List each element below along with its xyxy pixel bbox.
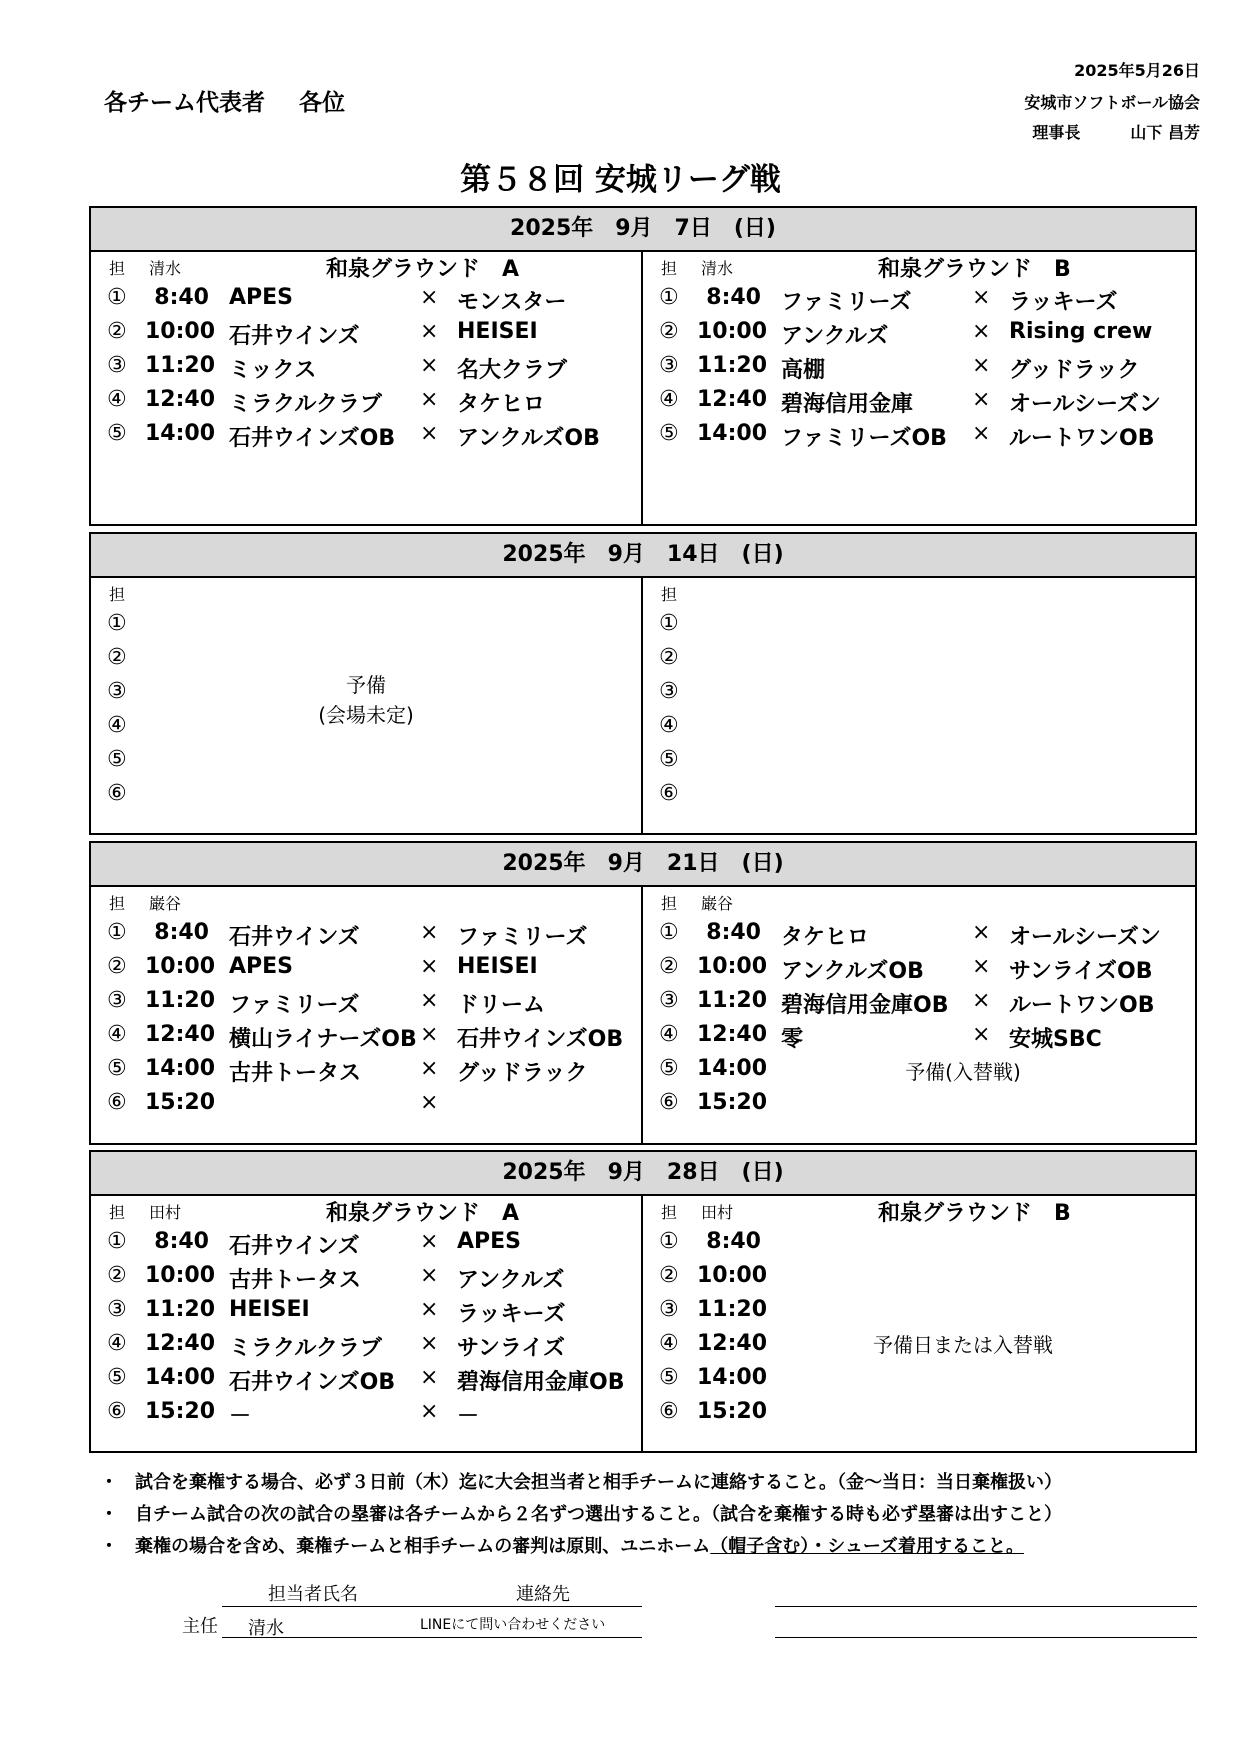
referee-label: 担 [661, 585, 678, 604]
match-number: ⑥ [107, 1090, 127, 1115]
match-row [659, 1263, 1189, 1297]
note-item [100, 1532, 1220, 1564]
away-team: 石井ウインズOB [457, 1027, 624, 1052]
match-number: ④ [659, 1331, 679, 1356]
match-time: 12:40 [145, 387, 216, 412]
match-number: ③ [659, 679, 679, 704]
versus-mark: × [972, 387, 991, 412]
home-team: 零 [781, 1027, 804, 1052]
match-number: ③ [659, 353, 679, 378]
match-row [107, 1365, 637, 1399]
match-time: 14:00 [697, 1365, 768, 1390]
addressee-suffix: 各位 [299, 90, 345, 116]
referee-name: 巌谷 [149, 894, 182, 913]
versus-mark: × [420, 387, 439, 412]
away-team: アンクルズOB [457, 426, 600, 451]
reserve-note-line: (会場未定) [318, 703, 414, 727]
referee-in-charge [661, 1200, 733, 1223]
home-team: アンクルズOB [781, 959, 924, 984]
home-team: 石井ウインズOB [229, 426, 396, 451]
home-team: 石井ウインズOB [229, 1370, 396, 1395]
match-time: 11:20 [145, 1297, 216, 1322]
match-row [107, 353, 637, 387]
match-time: 8:40 [706, 920, 761, 945]
match-number: ⑤ [107, 1056, 127, 1081]
match-number: ③ [107, 353, 127, 378]
home-team: － [229, 1404, 252, 1429]
block-date: 2025年 9月 7日 (日) [91, 208, 1195, 252]
reserve-note [833, 1330, 1093, 1360]
home-team: 石井ウインズ [229, 1234, 360, 1259]
contact-person: 清水 [248, 1618, 284, 1639]
home-team: 高棚 [781, 358, 826, 383]
versus-mark: × [972, 319, 991, 344]
home-team: ミラクルクラブ [229, 1336, 382, 1361]
document-title: 第５８回 安城リーグ戦 [460, 162, 781, 198]
match-number: ① [659, 285, 679, 310]
versus-mark: × [972, 285, 991, 310]
contact-method: LINEにて問い合わせください [420, 1617, 606, 1633]
ground-name: 和泉グラウンド B [878, 257, 1071, 282]
block-date: 2025年 9月 28日 (日) [91, 1152, 1195, 1196]
schedule-block [89, 206, 1197, 526]
match-time: 15:20 [697, 1399, 768, 1424]
bullet: ・ [100, 1504, 118, 1525]
match-row [659, 1365, 1189, 1399]
match-number: ⑤ [659, 1056, 679, 1081]
match-number: ① [659, 611, 679, 636]
match-number: ④ [107, 1022, 127, 1047]
organization: 安城市ソフトボール協会 [1024, 93, 1200, 112]
bullet: ・ [100, 1536, 118, 1557]
match-number: ④ [107, 713, 127, 738]
match-list [659, 920, 1189, 1124]
match-number: ③ [107, 988, 127, 1013]
ground-column-left [91, 250, 643, 524]
match-row [107, 1090, 637, 1124]
referee-label: 担 [109, 1203, 126, 1222]
match-time: 12:40 [697, 387, 768, 412]
referee-label: 担 [109, 259, 126, 278]
signature-line [222, 1606, 642, 1607]
match-row [659, 679, 1189, 713]
match-number: ⑥ [107, 1399, 127, 1424]
match-number: ⑥ [659, 1090, 679, 1115]
match-time: 11:20 [145, 988, 216, 1013]
versus-mark: × [420, 1229, 439, 1254]
referee-label: 担 [109, 894, 126, 913]
versus-mark: × [972, 954, 991, 979]
match-row [659, 920, 1189, 954]
home-team: 石井ウインズ [229, 324, 360, 349]
match-row [659, 781, 1189, 815]
match-row [659, 713, 1189, 747]
match-time: 11:20 [697, 988, 768, 1013]
versus-mark: × [420, 353, 439, 378]
match-time: 10:00 [697, 1263, 768, 1288]
match-time: 8:40 [706, 1229, 761, 1254]
match-row [659, 387, 1189, 421]
match-row [659, 1399, 1189, 1433]
match-number: ① [107, 920, 127, 945]
referee-in-charge [109, 891, 181, 914]
home-team: ファミリーズ [781, 290, 912, 315]
block-columns [91, 1194, 1195, 1451]
match-time: 15:20 [145, 1090, 216, 1115]
versus-mark: × [420, 1056, 439, 1081]
match-number: ⑥ [659, 1399, 679, 1424]
referee-label: 担 [661, 259, 678, 278]
reserve-note [241, 670, 491, 730]
home-team: ミラクルクラブ [229, 392, 382, 417]
home-team: 碧海信用金庫OB [781, 993, 949, 1018]
match-time: 12:40 [145, 1331, 216, 1356]
away-team: オールシーズン [1009, 392, 1161, 417]
referee-in-charge [661, 582, 701, 605]
match-number: ⑤ [659, 1365, 679, 1390]
match-row [107, 319, 637, 353]
match-row [659, 1022, 1189, 1056]
signature-line [222, 1637, 642, 1638]
home-team: APES [229, 954, 294, 979]
match-row [107, 1297, 637, 1331]
match-number: ② [659, 954, 679, 979]
match-time: 15:20 [145, 1399, 216, 1424]
referee-label: 担 [661, 894, 678, 913]
match-number: ④ [107, 387, 127, 412]
match-time: 10:00 [145, 319, 216, 344]
away-team: グッドラック [1009, 358, 1140, 383]
match-row [107, 781, 637, 815]
match-number: ① [107, 611, 127, 636]
away-team: サンライズ [457, 1336, 566, 1361]
referee-label: 担 [109, 585, 126, 604]
signatory-role: 理事長 [1032, 123, 1081, 142]
versus-mark: × [420, 1331, 439, 1356]
referee-in-charge [109, 1200, 181, 1223]
match-number: ⑤ [107, 747, 127, 772]
match-row [107, 1022, 637, 1056]
match-row [107, 988, 637, 1022]
versus-mark: × [420, 1399, 439, 1424]
match-number: ② [107, 319, 127, 344]
match-time: 14:00 [697, 1056, 768, 1081]
contact-info-header: 連絡先 [516, 1584, 570, 1605]
referee-in-charge [109, 256, 181, 279]
reserve-note-line: 予備(入替戦) [905, 1060, 1021, 1084]
ground-column-left [91, 1194, 643, 1451]
block-columns [91, 250, 1195, 524]
match-time: 11:20 [697, 353, 768, 378]
match-time: 14:00 [145, 421, 216, 446]
away-team: オールシーズン [1009, 925, 1161, 950]
ground-name: 和泉グラウンド B [878, 1201, 1071, 1226]
issue-date: 2025年5月26日 [1074, 61, 1200, 80]
away-team: ラッキーズ [1009, 290, 1118, 315]
match-row [107, 1331, 637, 1365]
versus-mark: × [420, 319, 439, 344]
home-team: ファミリーズOB [781, 426, 947, 451]
match-time: 12:40 [145, 1022, 216, 1047]
match-row [107, 747, 637, 781]
signatory-name: 山下 昌芳 [1130, 123, 1200, 142]
away-team: HEISEI [457, 954, 538, 979]
ground-column-right [643, 885, 1195, 1143]
away-team: モンスター [457, 290, 567, 315]
referee-name: 清水 [149, 259, 182, 278]
match-number: ⑤ [107, 421, 127, 446]
ground-column-left [91, 576, 643, 833]
referee-name: 田村 [701, 1203, 734, 1222]
match-row [659, 645, 1189, 679]
versus-mark: × [972, 1022, 991, 1047]
referee-in-charge [661, 891, 733, 914]
home-team: ファミリーズ [229, 993, 360, 1018]
match-list [107, 920, 637, 1124]
ground-column-right [643, 1194, 1195, 1451]
match-row [659, 1297, 1189, 1331]
home-team: 横山ライナーズOB [229, 1027, 417, 1052]
match-row [107, 1399, 637, 1433]
match-row [107, 954, 637, 988]
match-row [107, 285, 637, 319]
match-time: 10:00 [145, 1263, 216, 1288]
addressee [104, 84, 345, 117]
note-item [100, 1468, 1220, 1500]
home-team: HEISEI [229, 1297, 310, 1322]
match-row [659, 1090, 1189, 1124]
match-number: ① [659, 920, 679, 945]
home-team: タケヒロ [781, 925, 870, 950]
schedule-block [89, 532, 1197, 835]
away-team: ルートワンOB [1009, 426, 1155, 451]
match-number: ③ [107, 1297, 127, 1322]
match-number: ② [107, 645, 127, 670]
ground-name: 和泉グラウンド A [326, 1201, 520, 1226]
match-number: ① [659, 1229, 679, 1254]
match-number: ③ [107, 679, 127, 704]
contact-name-header: 担当者氏名 [268, 1584, 358, 1605]
referee-in-charge [109, 582, 149, 605]
match-number: ③ [659, 988, 679, 1013]
bullet: ・ [100, 1472, 118, 1493]
match-list [107, 1229, 637, 1433]
addressee-text: 各チーム代表者 [104, 90, 265, 116]
signature-line [775, 1606, 1197, 1607]
match-row [659, 988, 1189, 1022]
referee-label: 担 [661, 1203, 678, 1222]
match-time: 14:00 [145, 1056, 216, 1081]
block-date: 2025年 9月 21日 (日) [91, 843, 1195, 887]
match-row [659, 747, 1189, 781]
versus-mark: × [420, 920, 439, 945]
block-date: 2025年 9月 14日 (日) [91, 534, 1195, 578]
match-time: 10:00 [697, 954, 768, 979]
away-team: HEISEI [457, 319, 538, 344]
versus-mark: × [972, 421, 991, 446]
match-number: ⑥ [107, 781, 127, 806]
match-time: 8:40 [154, 1229, 209, 1254]
match-number: ④ [659, 387, 679, 412]
versus-mark: × [420, 988, 439, 1013]
home-team: ミックス [229, 358, 317, 383]
versus-mark: × [972, 920, 991, 945]
match-list [659, 285, 1189, 455]
away-team: ファミリーズ [457, 925, 588, 950]
versus-mark: × [972, 353, 991, 378]
match-time: 10:00 [145, 954, 216, 979]
match-row [107, 611, 637, 645]
contact-role: 主任 [182, 1616, 218, 1637]
match-row [659, 319, 1189, 353]
match-number: ④ [107, 1331, 127, 1356]
match-number: ⑤ [659, 421, 679, 446]
versus-mark: × [420, 421, 439, 446]
away-team: Rising crew [1009, 319, 1153, 344]
match-number: ④ [659, 1022, 679, 1047]
versus-mark: × [420, 1022, 439, 1047]
notes [100, 1468, 1220, 1564]
match-number: ① [107, 1229, 127, 1254]
versus-mark: × [420, 1263, 439, 1288]
home-team: アンクルズ [781, 324, 889, 349]
note-text-underlined: （帽子含む）・シューズ着用すること。 [710, 1536, 1025, 1557]
match-time: 12:40 [697, 1331, 768, 1356]
versus-mark: × [420, 1365, 439, 1390]
away-team: 安城SBC [1009, 1027, 1102, 1052]
away-team: ルートワンOB [1009, 993, 1155, 1018]
match-number: ⑥ [659, 781, 679, 806]
away-team: ラッキーズ [457, 1302, 566, 1327]
home-team: 石井ウインズ [229, 925, 360, 950]
match-number: ② [659, 1263, 679, 1288]
match-time: 8:40 [154, 285, 209, 310]
signatory [1032, 120, 1200, 143]
reserve-note-line: 予備日または入替戦 [873, 1333, 1053, 1357]
referee-name: 清水 [701, 259, 734, 278]
note-text: 試合を棄権する場合、必ず３日前（木）迄に大会担当者と相手チームに連絡すること。（金～当日：当日棄権扱い） [135, 1472, 1062, 1493]
away-team: APES [457, 1229, 522, 1254]
away-team: グッドラック [457, 1061, 588, 1086]
match-number: ⑤ [659, 747, 679, 772]
referee-in-charge [661, 256, 733, 279]
ground-column-right [643, 576, 1195, 833]
note-text-main: 棄権の場合を含め、棄権チームと相手チームの審判は原則、ユニホーム [135, 1536, 711, 1557]
match-time: 8:40 [706, 285, 761, 310]
match-number: ② [659, 645, 679, 670]
match-time: 15:20 [697, 1090, 768, 1115]
match-row [107, 1263, 637, 1297]
note-text [135, 1532, 1024, 1558]
match-row [659, 1229, 1189, 1263]
away-team: タケヒロ [457, 392, 546, 417]
match-row [659, 285, 1189, 319]
match-row [659, 611, 1189, 645]
ground-column-left [91, 885, 643, 1143]
match-number: ⑤ [107, 1365, 127, 1390]
referee-name: 巌谷 [701, 894, 734, 913]
versus-mark: × [420, 1090, 439, 1115]
match-row [107, 387, 637, 421]
match-time: 12:40 [697, 1022, 768, 1047]
match-list [659, 611, 1189, 815]
match-number: ② [659, 319, 679, 344]
reserve-note-line: 予備 [346, 673, 386, 697]
away-team: － [457, 1404, 480, 1429]
referee-name: 田村 [149, 1203, 182, 1222]
versus-mark: × [420, 954, 439, 979]
versus-mark: × [972, 988, 991, 1013]
schedule-block [89, 1150, 1197, 1453]
away-team: ドリーム [457, 993, 546, 1018]
match-time: 11:20 [145, 353, 216, 378]
match-time: 14:00 [145, 1365, 216, 1390]
match-time: 8:40 [154, 920, 209, 945]
home-team: 碧海信用金庫 [781, 392, 914, 417]
home-team: 古井トータス [229, 1268, 362, 1293]
reserve-note [833, 1057, 1093, 1087]
match-number: ① [107, 285, 127, 310]
away-team: アンクルズ [457, 1268, 565, 1293]
note-item [100, 1500, 1220, 1532]
match-time: 10:00 [697, 319, 768, 344]
match-number: ④ [659, 713, 679, 738]
match-row [659, 353, 1189, 387]
match-row [107, 1229, 637, 1263]
schedule-block [89, 841, 1197, 1145]
block-columns [91, 576, 1195, 833]
note-text: 自チーム試合の次の試合の塁審は各チームから２名ずつ選出すること。（試合を棄権する時も必ず塁審は出すこと） [135, 1504, 1062, 1525]
match-time: 11:20 [697, 1297, 768, 1322]
match-number: ② [107, 954, 127, 979]
away-team: サンライズOB [1009, 959, 1153, 984]
home-team: 古井トータス [229, 1061, 362, 1086]
match-row [107, 920, 637, 954]
away-team: 碧海信用金庫OB [457, 1370, 625, 1395]
block-columns [91, 885, 1195, 1143]
ground-column-right [643, 250, 1195, 524]
versus-mark: × [420, 285, 439, 310]
match-row [659, 954, 1189, 988]
match-time: 14:00 [697, 421, 768, 446]
match-number: ③ [659, 1297, 679, 1322]
match-row [659, 421, 1189, 455]
match-number: ② [107, 1263, 127, 1288]
ground-name: 和泉グラウンド A [326, 257, 520, 282]
signature-line [775, 1637, 1197, 1638]
match-row [107, 421, 637, 455]
home-team: APES [229, 285, 294, 310]
away-team: 名大クラブ [457, 358, 568, 383]
match-row [107, 1056, 637, 1090]
versus-mark: × [420, 1297, 439, 1322]
match-list [107, 285, 637, 455]
